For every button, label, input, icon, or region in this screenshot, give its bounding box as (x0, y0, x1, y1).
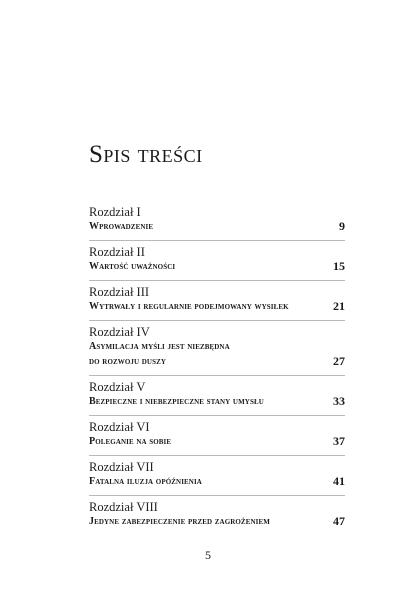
toc-entry-6 (89, 415, 345, 455)
chapter-number: Rozdział VII (89, 460, 154, 474)
chapter-number: Rozdział VI (89, 420, 150, 434)
page-number: 21 (333, 299, 345, 313)
page-number: 9 (339, 219, 345, 233)
chapter-title: Wartość uważności (89, 261, 176, 272)
chapter-title: Poleganie na sobie (89, 436, 172, 447)
chapter-title-line-1: Asymilacja myśli jest niezbędna (89, 341, 230, 352)
toc-entry-7 (89, 455, 345, 495)
toc-entry-5 (89, 375, 345, 415)
chapter-title (89, 339, 230, 369)
chapter-title: Jedyne zabezpieczenie przed zagrożeniem (89, 516, 270, 527)
chapter-number: Rozdział V (89, 380, 146, 394)
page-number: 33 (333, 394, 345, 408)
toc-entry-3 (89, 280, 345, 320)
table-of-contents (89, 205, 345, 535)
toc-entry-8 (89, 495, 345, 535)
chapter-number: Rozdział III (89, 285, 150, 299)
page-title: Spis treści (89, 140, 203, 168)
chapter-title: Wprowadzenie (89, 221, 154, 232)
chapter-title: Wytrwały i regularnie podejmowany wysiłek (89, 301, 289, 312)
page-number: 37 (333, 434, 345, 448)
chapter-number: Rozdział VIII (89, 500, 158, 514)
chapter-title: Bezpieczne i niebezpieczne stany umysłu (89, 396, 264, 407)
toc-entry-2 (89, 240, 345, 280)
page-number: 15 (333, 259, 345, 273)
page-number: 47 (333, 514, 345, 528)
toc-entry-4 (89, 320, 345, 375)
chapter-title: Fatalna iluzja opóźnienia (89, 476, 202, 487)
page-folio-number: 5 (205, 548, 211, 562)
chapter-number: Rozdział IV (89, 325, 150, 339)
chapter-title-line-2: do rozwoju duszy (89, 356, 166, 367)
chapter-number: Rozdział II (89, 245, 145, 259)
toc-entry-1 (89, 205, 345, 240)
page-number: 41 (333, 474, 345, 488)
chapter-number: Rozdział I (89, 205, 141, 219)
page-number: 27 (333, 354, 345, 368)
